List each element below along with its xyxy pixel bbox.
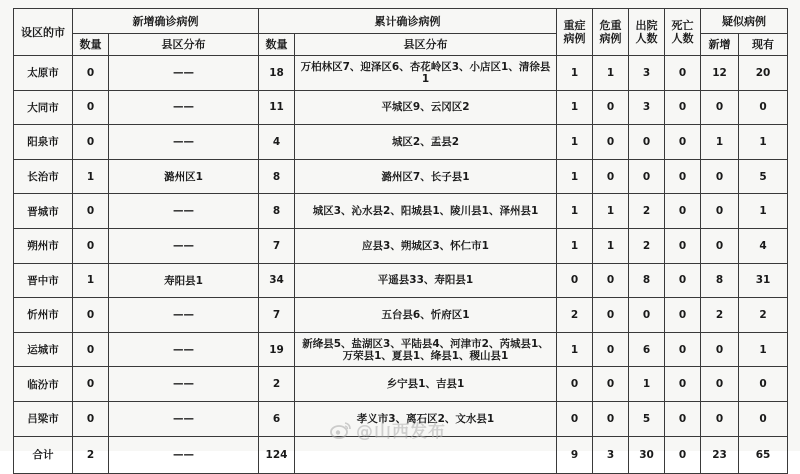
critical-count: 0: [593, 332, 629, 367]
total-suspected-new-count: 23: [701, 436, 739, 473]
discharged-count: 2: [629, 228, 665, 263]
suspected-now-count: 1: [739, 125, 788, 160]
suspected-now-count: 20: [739, 56, 788, 91]
total-severe-count: 9: [557, 436, 593, 473]
discharged-count: 3: [629, 56, 665, 91]
cum-county-dist: 五台县6、忻府区1: [295, 298, 557, 333]
suspected-now-count: 5: [739, 159, 788, 194]
cum-county-dist: 平城区9、云冈区2: [295, 90, 557, 125]
city-name: 晋城市: [14, 194, 73, 229]
cum-count: 18: [259, 56, 295, 91]
suspected-new-count: 1: [701, 125, 739, 160]
new-count: 0: [73, 298, 109, 333]
death-count: 0: [665, 332, 701, 367]
discharged-count: 0: [629, 125, 665, 160]
header-suspected: 疑似病例: [701, 9, 788, 34]
suspected-new-count: 0: [701, 401, 739, 436]
total-discharged-count: 30: [629, 436, 665, 473]
death-count: 0: [665, 159, 701, 194]
suspected-new-count: 2: [701, 298, 739, 333]
severe-count: 1: [557, 228, 593, 263]
death-count: 0: [665, 263, 701, 298]
cum-county-dist: 乡宁县1、吉县1: [295, 367, 557, 402]
suspected-new-count: 0: [701, 228, 739, 263]
cum-count: 7: [259, 228, 295, 263]
city-name: 吕梁市: [14, 401, 73, 436]
city-name: 长治市: [14, 159, 73, 194]
death-count: 0: [665, 125, 701, 160]
severe-count: 1: [557, 159, 593, 194]
header-severe: 重症病例: [557, 9, 593, 56]
death-count: 0: [665, 401, 701, 436]
cum-count: 7: [259, 298, 295, 333]
new-county-dist: ——: [109, 228, 259, 263]
cum-count: 8: [259, 159, 295, 194]
total-label: 合计: [14, 436, 73, 473]
new-county-dist: ——: [109, 90, 259, 125]
table-row: [14, 263, 788, 298]
severe-count: 2: [557, 298, 593, 333]
suspected-new-count: 0: [701, 367, 739, 402]
death-count: 0: [665, 90, 701, 125]
suspected-now-count: 1: [739, 194, 788, 229]
new-county-dist: ——: [109, 332, 259, 367]
death-count: 0: [665, 228, 701, 263]
critical-count: 0: [593, 367, 629, 402]
header-new-cases: 新增确诊病例: [73, 9, 259, 34]
suspected-new-count: 0: [701, 90, 739, 125]
severe-count: 0: [557, 367, 593, 402]
city-name: 大同市: [14, 90, 73, 125]
table-row: [14, 194, 788, 229]
suspected-now-count: 0: [739, 90, 788, 125]
header-cum-county: 县区分布: [295, 34, 557, 56]
table-row: [14, 56, 788, 91]
epidemic-stats-table: [13, 8, 788, 474]
new-count: 1: [73, 263, 109, 298]
severe-count: 0: [557, 401, 593, 436]
new-county-dist: 潞州区1: [109, 159, 259, 194]
city-name: 忻州市: [14, 298, 73, 333]
city-name: 太原市: [14, 56, 73, 91]
cum-count: 6: [259, 401, 295, 436]
cum-count: 11: [259, 90, 295, 125]
cum-county-dist: 应县3、朔城区3、怀仁市1: [295, 228, 557, 263]
critical-count: 0: [593, 263, 629, 298]
table-row: [14, 125, 788, 160]
cum-county-dist: 城区2、盂县2: [295, 125, 557, 160]
new-count: 0: [73, 228, 109, 263]
discharged-count: 1: [629, 367, 665, 402]
total-new-county-dist: ——: [109, 436, 259, 473]
total-row: [14, 436, 788, 473]
new-county-dist: ——: [109, 401, 259, 436]
new-county-dist: ——: [109, 298, 259, 333]
death-count: 0: [665, 194, 701, 229]
cum-count: 4: [259, 125, 295, 160]
new-county-dist: ——: [109, 367, 259, 402]
header-discharged: 出院人数: [629, 9, 665, 56]
city-name: 临汾市: [14, 367, 73, 402]
new-count: 0: [73, 90, 109, 125]
header-deaths: 死亡人数: [665, 9, 701, 56]
critical-count: 0: [593, 159, 629, 194]
severe-count: 1: [557, 332, 593, 367]
suspected-now-count: 1: [739, 332, 788, 367]
table-row: [14, 332, 788, 367]
death-count: 0: [665, 298, 701, 333]
total-new-count: 2: [73, 436, 109, 473]
cum-count: 8: [259, 194, 295, 229]
severe-count: 1: [557, 90, 593, 125]
cum-count: 2: [259, 367, 295, 402]
critical-count: 1: [593, 194, 629, 229]
suspected-new-count: 0: [701, 332, 739, 367]
table-row: [14, 298, 788, 333]
cum-county-dist: 新绛县5、盐湖区3、平陆县4、河津市2、芮城县1、万荣县1、夏县1、绛县1、稷山县1: [295, 332, 557, 367]
city-name: 朔州市: [14, 228, 73, 263]
cum-county-dist: 平遥县33、寿阳县1: [295, 263, 557, 298]
discharged-count: 0: [629, 159, 665, 194]
header-cumulative-cases: 累计确诊病例: [259, 9, 557, 34]
city-name: 运城市: [14, 332, 73, 367]
total-cum-county-dist: [295, 436, 557, 473]
suspected-new-count: 8: [701, 263, 739, 298]
severe-count: 1: [557, 194, 593, 229]
table-row: [14, 159, 788, 194]
new-count: 1: [73, 159, 109, 194]
critical-count: 0: [593, 125, 629, 160]
suspected-now-count: 0: [739, 401, 788, 436]
total-death-count: 0: [665, 436, 701, 473]
discharged-count: 3: [629, 90, 665, 125]
cum-county-dist: 万柏林区7、迎泽区6、杏花岭区3、小店区1、清徐县1: [295, 56, 557, 91]
suspected-now-count: 4: [739, 228, 788, 263]
new-count: 0: [73, 367, 109, 402]
new-count: 0: [73, 194, 109, 229]
discharged-count: 8: [629, 263, 665, 298]
new-county-dist: ——: [109, 125, 259, 160]
total-suspected-now-count: 65: [739, 436, 788, 473]
city-name: 阳泉市: [14, 125, 73, 160]
cum-count: 19: [259, 332, 295, 367]
cum-county-dist: 城区3、沁水县2、阳城县1、陵川县1、泽州县1: [295, 194, 557, 229]
critical-count: 1: [593, 228, 629, 263]
header-cum-count: 数量: [259, 34, 295, 56]
severe-count: 1: [557, 125, 593, 160]
table-row: [14, 228, 788, 263]
suspected-now-count: 0: [739, 367, 788, 402]
header-district: 设区的市: [14, 9, 73, 56]
death-count: 0: [665, 56, 701, 91]
header-suspected-now: 现有: [739, 34, 788, 56]
suspected-new-count: 12: [701, 56, 739, 91]
suspected-now-count: 2: [739, 298, 788, 333]
discharged-count: 5: [629, 401, 665, 436]
table-header-row: [14, 9, 788, 34]
new-count: 0: [73, 332, 109, 367]
severe-count: 0: [557, 263, 593, 298]
discharged-count: 0: [629, 298, 665, 333]
new-count: 0: [73, 125, 109, 160]
discharged-count: 2: [629, 194, 665, 229]
severe-count: 1: [557, 56, 593, 91]
total-cum-count: 124: [259, 436, 295, 473]
cum-county-dist: 潞州区7、长子县1: [295, 159, 557, 194]
new-count: 0: [73, 401, 109, 436]
critical-count: 0: [593, 401, 629, 436]
header-new-county: 县区分布: [109, 34, 259, 56]
suspected-new-count: 0: [701, 159, 739, 194]
critical-count: 0: [593, 298, 629, 333]
header-suspected-new: 新增: [701, 34, 739, 56]
table-row: [14, 90, 788, 125]
new-county-dist: ——: [109, 194, 259, 229]
watermark-text: @山西发布: [356, 422, 446, 442]
city-name: 晋中市: [14, 263, 73, 298]
critical-count: 1: [593, 56, 629, 91]
table-row: [14, 401, 788, 436]
discharged-count: 6: [629, 332, 665, 367]
header-critical: 危重病例: [593, 9, 629, 56]
total-critical-count: 3: [593, 436, 629, 473]
suspected-new-count: 0: [701, 194, 739, 229]
cum-count: 34: [259, 263, 295, 298]
death-count: 0: [665, 367, 701, 402]
cum-county-dist: 孝义市3、离石区2、文水县1: [295, 401, 557, 436]
new-county-dist: ——: [109, 56, 259, 91]
suspected-now-count: 31: [739, 263, 788, 298]
new-county-dist: 寿阳县1: [109, 263, 259, 298]
header-new-count: 数量: [73, 34, 109, 56]
critical-count: 0: [593, 90, 629, 125]
new-count: 0: [73, 56, 109, 91]
table-row: [14, 367, 788, 402]
